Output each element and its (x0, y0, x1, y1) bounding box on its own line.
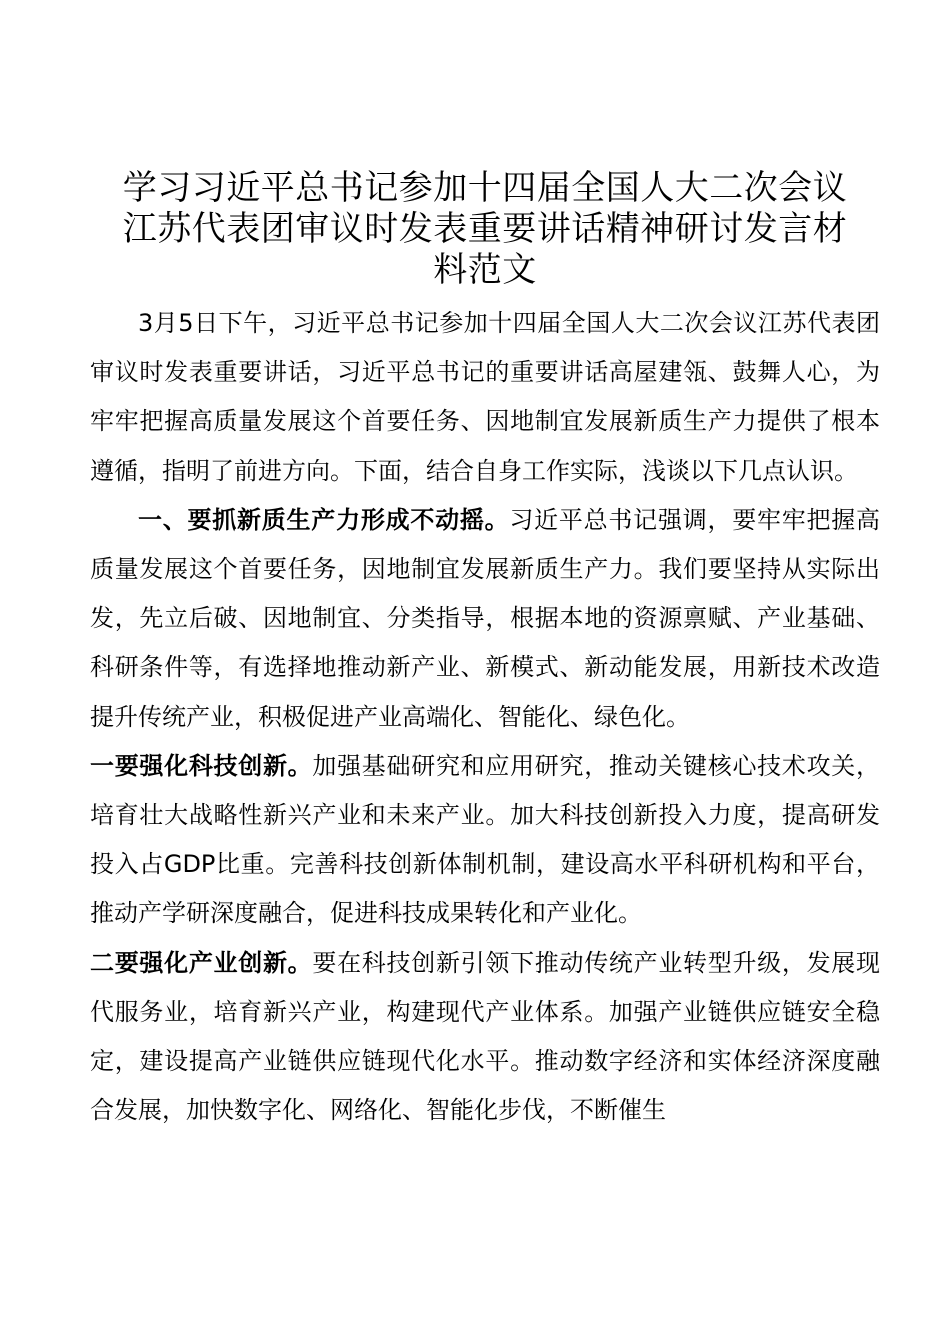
section-1-text: 习近平总书记强调，要牢牢把握高质量发展这个首要任务，因地制宜发展新质生产力。我们要坚持从实际出发，先立后破、因地制宜、分类指导，根据本地的资源禀赋、产业基础、科研条件等，有选择地推动新产业、新模式、新动能发展，用新技术改造提升传统产业，积极促进产业高端化、智能化、绿色化。 (90, 505, 881, 731)
title-line-3: 料范文 (433, 250, 537, 290)
point-1-text: 加强基础研究和应用研究，推动关键核心技术攻关，培育壮大战略性新兴产业和未来产业。加大科技创新投入力度，提高研发投入占GDP比重。完善科技创新体制机制，建设高水平科研机构和平台，推动产学研深度融合，促进科技成果转化和产业化。 (90, 751, 881, 928)
intro-paragraph: 3月5日下午，习近平总书记参加十四届全国人大二次会议江苏代表团审议时发表重要讲话，习近平总书记的重要讲话高屋建瓴、鼓舞人心，为牢牢把握高质量发展这个首要任务、因地制宜发展新质生产力提供了根本遵循，指明了前进方向。下面，结合自身工作实际，浅谈以下几点认识。 (90, 309, 880, 485)
document-title (90, 168, 880, 291)
point-2-paragraph (90, 939, 880, 1136)
section-1-heading: 一、要抓新质生产力形成不动摇。 (138, 505, 510, 534)
point-2-heading: 二要强化产业创新。 (90, 948, 313, 977)
point-1-heading: 一要强化科技创新。 (90, 751, 313, 780)
title-line-1: 学习习近平总书记参加十四届全国人大二次会议 (122, 168, 848, 208)
point-1-paragraph (90, 742, 880, 939)
title-line-2: 江苏代表团审议时发表重要讲话精神研讨发言材 (122, 209, 848, 249)
point-2-text: 要在科技创新引领下推动传统产业转型升级，发展现代服务业，培育新兴产业，构建现代产业体系。加强产业链供应链安全稳定，建设提高产业链供应链现代化水平。推动数字经济和实体经济深度融合发展，加快数字化、网络化、智能化步伐，不断催生 (90, 948, 881, 1125)
section-1-paragraph (90, 496, 880, 742)
document-page (90, 168, 880, 1135)
